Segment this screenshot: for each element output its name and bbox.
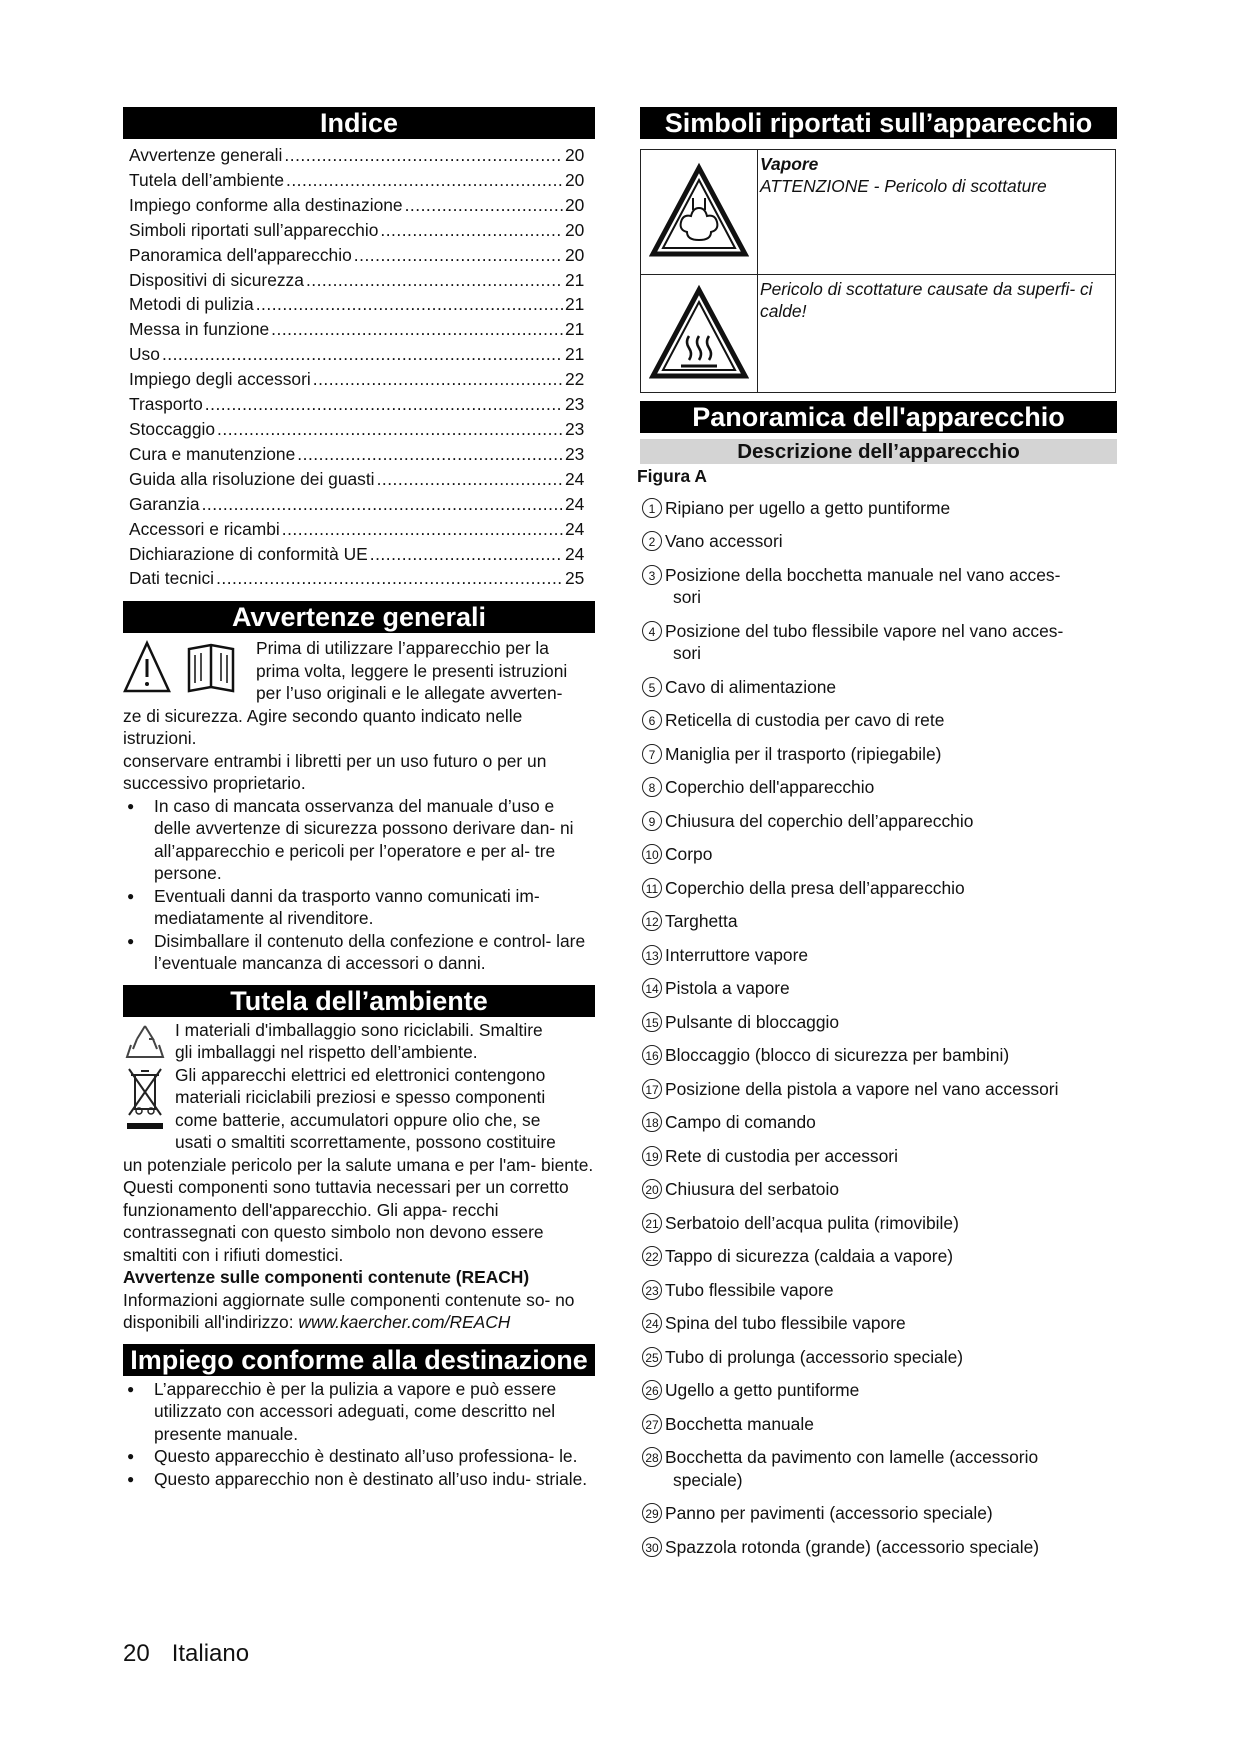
bullet-item: ● Disimballare il contenuto della confezione e control- lare l’eventuale mancanza di accessori o danni. (123, 930, 595, 975)
symbol-row (641, 150, 1115, 274)
part-item (640, 1212, 1117, 1235)
part-item (640, 1145, 1117, 1168)
part-number-badge: 15 (642, 1012, 662, 1032)
part-label: Coperchio dell'apparecchio (665, 777, 875, 797)
part-label: Campo di comando (665, 1112, 816, 1132)
part-number-badge: 6 (642, 710, 662, 730)
part-number-badge: 12 (642, 911, 662, 931)
toc-entry-label: Garanzia (129, 493, 200, 514)
toc-leader-dots (256, 292, 563, 317)
part-label: Tubo di prolunga (accessorio speciale) (665, 1346, 964, 1367)
toc-entry-label: Trasporto (129, 394, 203, 415)
part-number-badge: 4 (642, 621, 662, 641)
toc-entry-page: 20 (565, 169, 585, 190)
part-label: Tubo flessibile vapore (665, 1279, 834, 1300)
part-item (640, 1502, 1117, 1525)
toc-entry-label: Accessori e ricambi (129, 518, 280, 539)
part-item (640, 1011, 1117, 1034)
reach-body: Informazioni aggiornate sulle componenti contenute so- no disponibili all'indirizzo: (123, 1289, 575, 1333)
part-label: Posizione della bocchetta manuale nel vano acces- (665, 564, 1061, 585)
part-number-badge: 16 (642, 1045, 662, 1065)
toc-leader-dots (370, 542, 563, 567)
toc-entry-label: Cura e manutenzione (129, 443, 296, 464)
toc-entry[interactable] (129, 566, 595, 591)
part-label: Panno per pavimenti (accessorio speciale) (665, 1503, 993, 1523)
part-label: Posizione della pistola a vapore nel vano accessori (665, 1078, 1059, 1099)
part-number-badge: 2 (642, 531, 662, 551)
left-column (123, 107, 595, 1490)
intended-use-heading: Impiego conforme alla destinazione (123, 1344, 595, 1376)
part-number-badge: 28 (642, 1447, 662, 1467)
part-label: Bocchetta da pavimento con lamelle (accessorio (665, 1447, 1039, 1467)
toc-leader-dots (162, 342, 563, 367)
toc-leader-dots (217, 417, 563, 442)
part-number-badge: 10 (642, 844, 662, 864)
part-label: Pistola a vapore (665, 978, 790, 998)
part-label: Serbatoio dell’acqua pulita (rimovibile) (665, 1212, 959, 1233)
warning-and-manual-icons (123, 639, 251, 695)
part-number-badge: 26 (642, 1380, 662, 1400)
part-label: Coperchio della presa dell’apparecchio (665, 877, 965, 898)
toc-entry-label: Dati tecnici (129, 568, 215, 589)
part-item (640, 709, 1117, 732)
symbols-table (640, 149, 1116, 393)
toc-entry-page: 20 (565, 194, 585, 215)
toc-entry[interactable] (129, 392, 595, 417)
part-item (640, 676, 1117, 699)
toc-entry-label: Metodi di pulizia (129, 294, 254, 315)
toc-heading: Indice (123, 107, 595, 139)
part-label: Spina del tubo flessibile vapore (665, 1313, 906, 1333)
reach-url: www.kaercher.com/REACH (298, 1312, 511, 1333)
language-label: Italiano (171, 1640, 250, 1667)
toc-entry-page: 24 (565, 493, 585, 514)
part-item (640, 497, 1117, 520)
toc-leader-dots (377, 467, 563, 492)
toc-entry-label: Uso (129, 344, 160, 365)
toc-entry-page: 21 (565, 344, 585, 365)
part-item (640, 530, 1117, 553)
symbol-row (641, 274, 1115, 392)
figure-label: Figura A (637, 466, 707, 486)
warning-triangle-icon (123, 639, 251, 695)
part-number-badge: 25 (642, 1347, 662, 1367)
bullet-item: ● L’apparecchio è per la pulizia a vapore e può essere utilizzato con accessori adeguati, come descritto nel presente manuale. (123, 1378, 595, 1446)
symbols-heading: Simboli riportati sull’apparecchio (640, 107, 1117, 139)
part-item (640, 1279, 1117, 1302)
part-label: Tappo di sicurezza (caldaia a vapore) (665, 1246, 954, 1266)
toc-entry-label: Stoccaggio (129, 418, 216, 439)
toc-leader-dots (405, 193, 563, 218)
part-label: Corpo (665, 844, 713, 864)
toc-entry-label: Simboli riportati sull’apparecchio (129, 219, 379, 240)
page-number: 20 (123, 1640, 150, 1667)
part-label-continued: speciale) (673, 1469, 743, 1490)
toc-entry-label: Avvertenze generali (129, 145, 283, 165)
part-item (640, 1044, 1117, 1067)
hot-surface-warning-icon (641, 275, 758, 392)
part-item (640, 1178, 1117, 1201)
bullet-item: ● Eventuali danni da trasporto vanno comunicati im- mediatamente al rivenditore. (123, 885, 595, 930)
recycle-line: gli imballaggi nel rispetto dell’ambiente. (175, 1042, 478, 1063)
manual-book-icon (189, 645, 233, 691)
reach-title: Avvertenze sulle componenti contenute (REACH) (123, 1267, 530, 1288)
part-item (640, 776, 1117, 799)
part-item (640, 977, 1117, 1000)
environment-heading: Tutela dell’ambiente (123, 985, 595, 1017)
toc-leader-dots (306, 268, 563, 293)
part-number-badge: 11 (642, 878, 662, 898)
part-number-badge: 3 (642, 565, 662, 585)
part-number-badge: 30 (642, 1537, 662, 1557)
part-number-badge: 13 (642, 945, 662, 965)
part-item (640, 1346, 1117, 1369)
intended-use-section (123, 1378, 595, 1491)
toc-entry-label: Guida alla risoluzione dei guasti (129, 468, 375, 489)
part-label: Maniglia per il trasporto (ripiegabile) (665, 743, 942, 764)
part-number-badge: 7 (642, 744, 662, 764)
toc-entry[interactable] (129, 292, 595, 317)
toc-leader-dots (205, 392, 563, 417)
general-warnings-heading: Avvertenze generali (123, 601, 595, 633)
toc-entry[interactable] (129, 467, 595, 492)
intro-rest: ze di sicurezza. Agire secondo quanto indicato nelle istruzioni. (123, 705, 523, 749)
symbol-text: Pericolo di scottature causate da superfi- ci calde! (760, 279, 1093, 321)
toc-entry-label: Tutela dell’ambiente (129, 169, 284, 190)
toc-leader-dots (286, 168, 563, 193)
part-item (640, 1536, 1117, 1559)
part-label: Chiusura del serbatoio (665, 1179, 840, 1199)
toc-entry-label: Impiego degli accessori (129, 369, 311, 390)
part-label: Cavo di alimentazione (665, 676, 837, 697)
toc-leader-dots (380, 218, 563, 243)
part-label: Interruttore vapore (665, 944, 809, 965)
toc-entry[interactable] (129, 492, 595, 517)
part-label: Chiusura del coperchio dell’apparecchio (665, 810, 974, 831)
part-number-badge: 19 (642, 1146, 662, 1166)
toc-entry[interactable] (129, 218, 595, 243)
toc-entry-label: Dichiarazione di conformità UE (129, 543, 368, 564)
toc-entry-label: Panoramica dell'apparecchio (129, 244, 352, 265)
intro-line: prima volta, leggere le presenti istruzioni (256, 660, 568, 681)
part-label-continued: sori (673, 587, 702, 607)
part-number-badge: 23 (642, 1280, 662, 1300)
part-item (640, 1446, 1117, 1491)
part-label: Targhetta (665, 911, 738, 931)
part-label: Spazzola rotonda (grande) (accessorio speciale) (665, 1536, 1040, 1557)
part-number-badge: 24 (642, 1313, 662, 1333)
toc-entry-page: 21 (565, 319, 585, 340)
toc-entry[interactable] (129, 517, 595, 542)
toc-leader-dots (297, 442, 563, 467)
part-label: Bloccaggio (blocco di sicurezza per bambini) (665, 1045, 1010, 1065)
part-number-badge: 18 (642, 1112, 662, 1132)
symbol-description (758, 150, 1115, 274)
toc-entry[interactable] (129, 442, 595, 467)
toc-entry-page: 20 (565, 244, 585, 265)
part-number-badge: 8 (642, 777, 662, 797)
toc-leader-dots (271, 317, 563, 342)
toc-entry-page: 23 (565, 418, 585, 439)
page-footer (123, 1640, 271, 1668)
intro-line: per l’uso originali e le allegate avverten- (256, 683, 563, 704)
toc-entry-page: 21 (565, 294, 585, 315)
recycling-icon (123, 1021, 167, 1070)
part-item (640, 1111, 1117, 1134)
part-number-badge: 5 (642, 677, 662, 697)
bullet-item: ● Questo apparecchio non è destinato all’uso indu- striale. (123, 1468, 595, 1491)
toc-entry[interactable] (129, 193, 595, 218)
toc-leader-dots (284, 143, 563, 168)
part-item (640, 944, 1117, 967)
toc-entry-page: 23 (565, 394, 585, 415)
part-item (640, 1413, 1117, 1436)
part-item (640, 1245, 1117, 1268)
part-item (640, 564, 1117, 609)
toc-entry-label: Impiego conforme alla destinazione (129, 194, 403, 215)
toc-leader-dots (313, 367, 563, 392)
overview-heading: Panoramica dell'apparecchio (640, 401, 1117, 433)
weee-line: Gli apparecchi elettrici ed elettronici contengono (175, 1064, 546, 1085)
part-label: Vano accessori (665, 531, 783, 551)
part-label: Pulsante di bloccaggio (665, 1011, 840, 1032)
toc-entry-page: 24 (565, 543, 585, 564)
toc-leader-dots (282, 517, 563, 542)
part-item (640, 810, 1117, 833)
part-item (640, 1312, 1117, 1335)
part-number-badge: 1 (642, 498, 662, 518)
toc-entry-page: 24 (565, 468, 585, 489)
part-item (640, 1379, 1117, 1402)
general-warnings-section (123, 637, 595, 975)
toc-leader-dots (354, 243, 563, 268)
toc-entry[interactable] (129, 542, 595, 567)
part-label: Ugello a getto puntiforme (665, 1380, 860, 1400)
toc-leader-dots (216, 566, 563, 591)
toc-entry-page: 24 (565, 518, 585, 539)
symbol-text: ATTENZIONE - Pericolo di scottature (760, 175, 1047, 196)
part-item (640, 877, 1117, 900)
toc-entry-page: 25 (565, 568, 585, 589)
symbol-description (758, 275, 1115, 392)
part-number-badge: 27 (642, 1414, 662, 1434)
toc-entry[interactable] (129, 243, 595, 268)
part-number-badge: 17 (642, 1079, 662, 1099)
toc-entry[interactable] (129, 168, 595, 193)
toc-entry[interactable] (129, 317, 595, 342)
part-label-continued: sori (673, 643, 702, 663)
part-label: Posizione del tubo flessibile vapore nel vano acces- (665, 620, 1064, 641)
part-number-badge: 9 (642, 811, 662, 831)
keep-manuals-text: conservare entrambi i libretti per un uso futuro o per un successivo proprietario. (123, 750, 547, 794)
parts-list (640, 497, 1117, 1559)
part-number-badge: 14 (642, 978, 662, 998)
part-item (640, 743, 1117, 766)
toc-entry[interactable] (129, 268, 595, 293)
toc-leader-dots (202, 492, 563, 517)
weee-line: usati o smaltiti scorrettamente, possono costituire (175, 1132, 556, 1153)
overview-subheading: Descrizione dell’apparecchio (640, 439, 1117, 464)
part-label: Ripiano per ugello a getto puntiforme (665, 497, 951, 518)
toc-entry-page: 20 (565, 145, 585, 165)
toc-entry[interactable] (129, 342, 595, 367)
weee-bin-icon (125, 1067, 165, 1138)
environment-section (123, 1019, 595, 1334)
part-item (640, 1078, 1117, 1101)
part-item (640, 910, 1117, 933)
table-of-contents (129, 143, 595, 591)
toc-entry[interactable] (129, 367, 595, 392)
part-number-badge: 20 (642, 1179, 662, 1199)
reach-text (123, 1289, 595, 1334)
toc-entry-page: 21 (565, 269, 585, 290)
part-item (640, 843, 1117, 866)
symbol-title: Vapore (760, 154, 819, 174)
toc-entry-page: 20 (565, 219, 585, 240)
part-number-badge: 22 (642, 1246, 662, 1266)
toc-entry-label: Dispositivi di sicurezza (129, 269, 304, 290)
part-label: Rete di custodia per accessori (665, 1145, 898, 1166)
part-number-badge: 21 (642, 1213, 662, 1233)
bullet-item: ● In caso di mancata osservanza del manuale d’uso e delle avvertenze di sicurezza possono derivare dan- ni all’apparecchio e pericoli per l’operatore e per al- tre persone. (123, 795, 595, 885)
part-label: Bocchetta manuale (665, 1413, 814, 1434)
weee-line: come batterie, accumulatori oppure olio che, se (175, 1109, 541, 1130)
weee-line: materiali riciclabili preziosi e spesso componenti (175, 1087, 546, 1108)
steam-warning-icon (641, 150, 758, 274)
intro-line: Prima di utilizzare l’apparecchio per la (256, 638, 549, 659)
bullet-item: ● Questo apparecchio è destinato all’uso professiona- le. (123, 1445, 595, 1468)
part-label: Reticella di custodia per cavo di rete (665, 710, 945, 730)
toc-entry[interactable] (129, 143, 595, 168)
toc-entry[interactable] (129, 417, 595, 442)
toc-entry-page: 23 (565, 443, 585, 464)
part-item (640, 620, 1117, 665)
toc-entry-page: 22 (565, 369, 585, 390)
recycle-line: I materiali d'imballaggio sono riciclabili. Smaltire (175, 1019, 543, 1040)
toc-entry-label: Messa in funzione (129, 319, 270, 340)
right-column (637, 107, 1117, 1569)
part-number-badge: 29 (642, 1503, 662, 1523)
weee-rest: un potenziale pericolo per la salute umana e per l'am- biente. Questi componenti sono tuttavia necessari per un corretto funzionamento dell'apparecchio. Gli appa- recchi contrassegnati con questo simbolo non devono essere smaltiti con i rifiuti domestici. (123, 1154, 594, 1265)
